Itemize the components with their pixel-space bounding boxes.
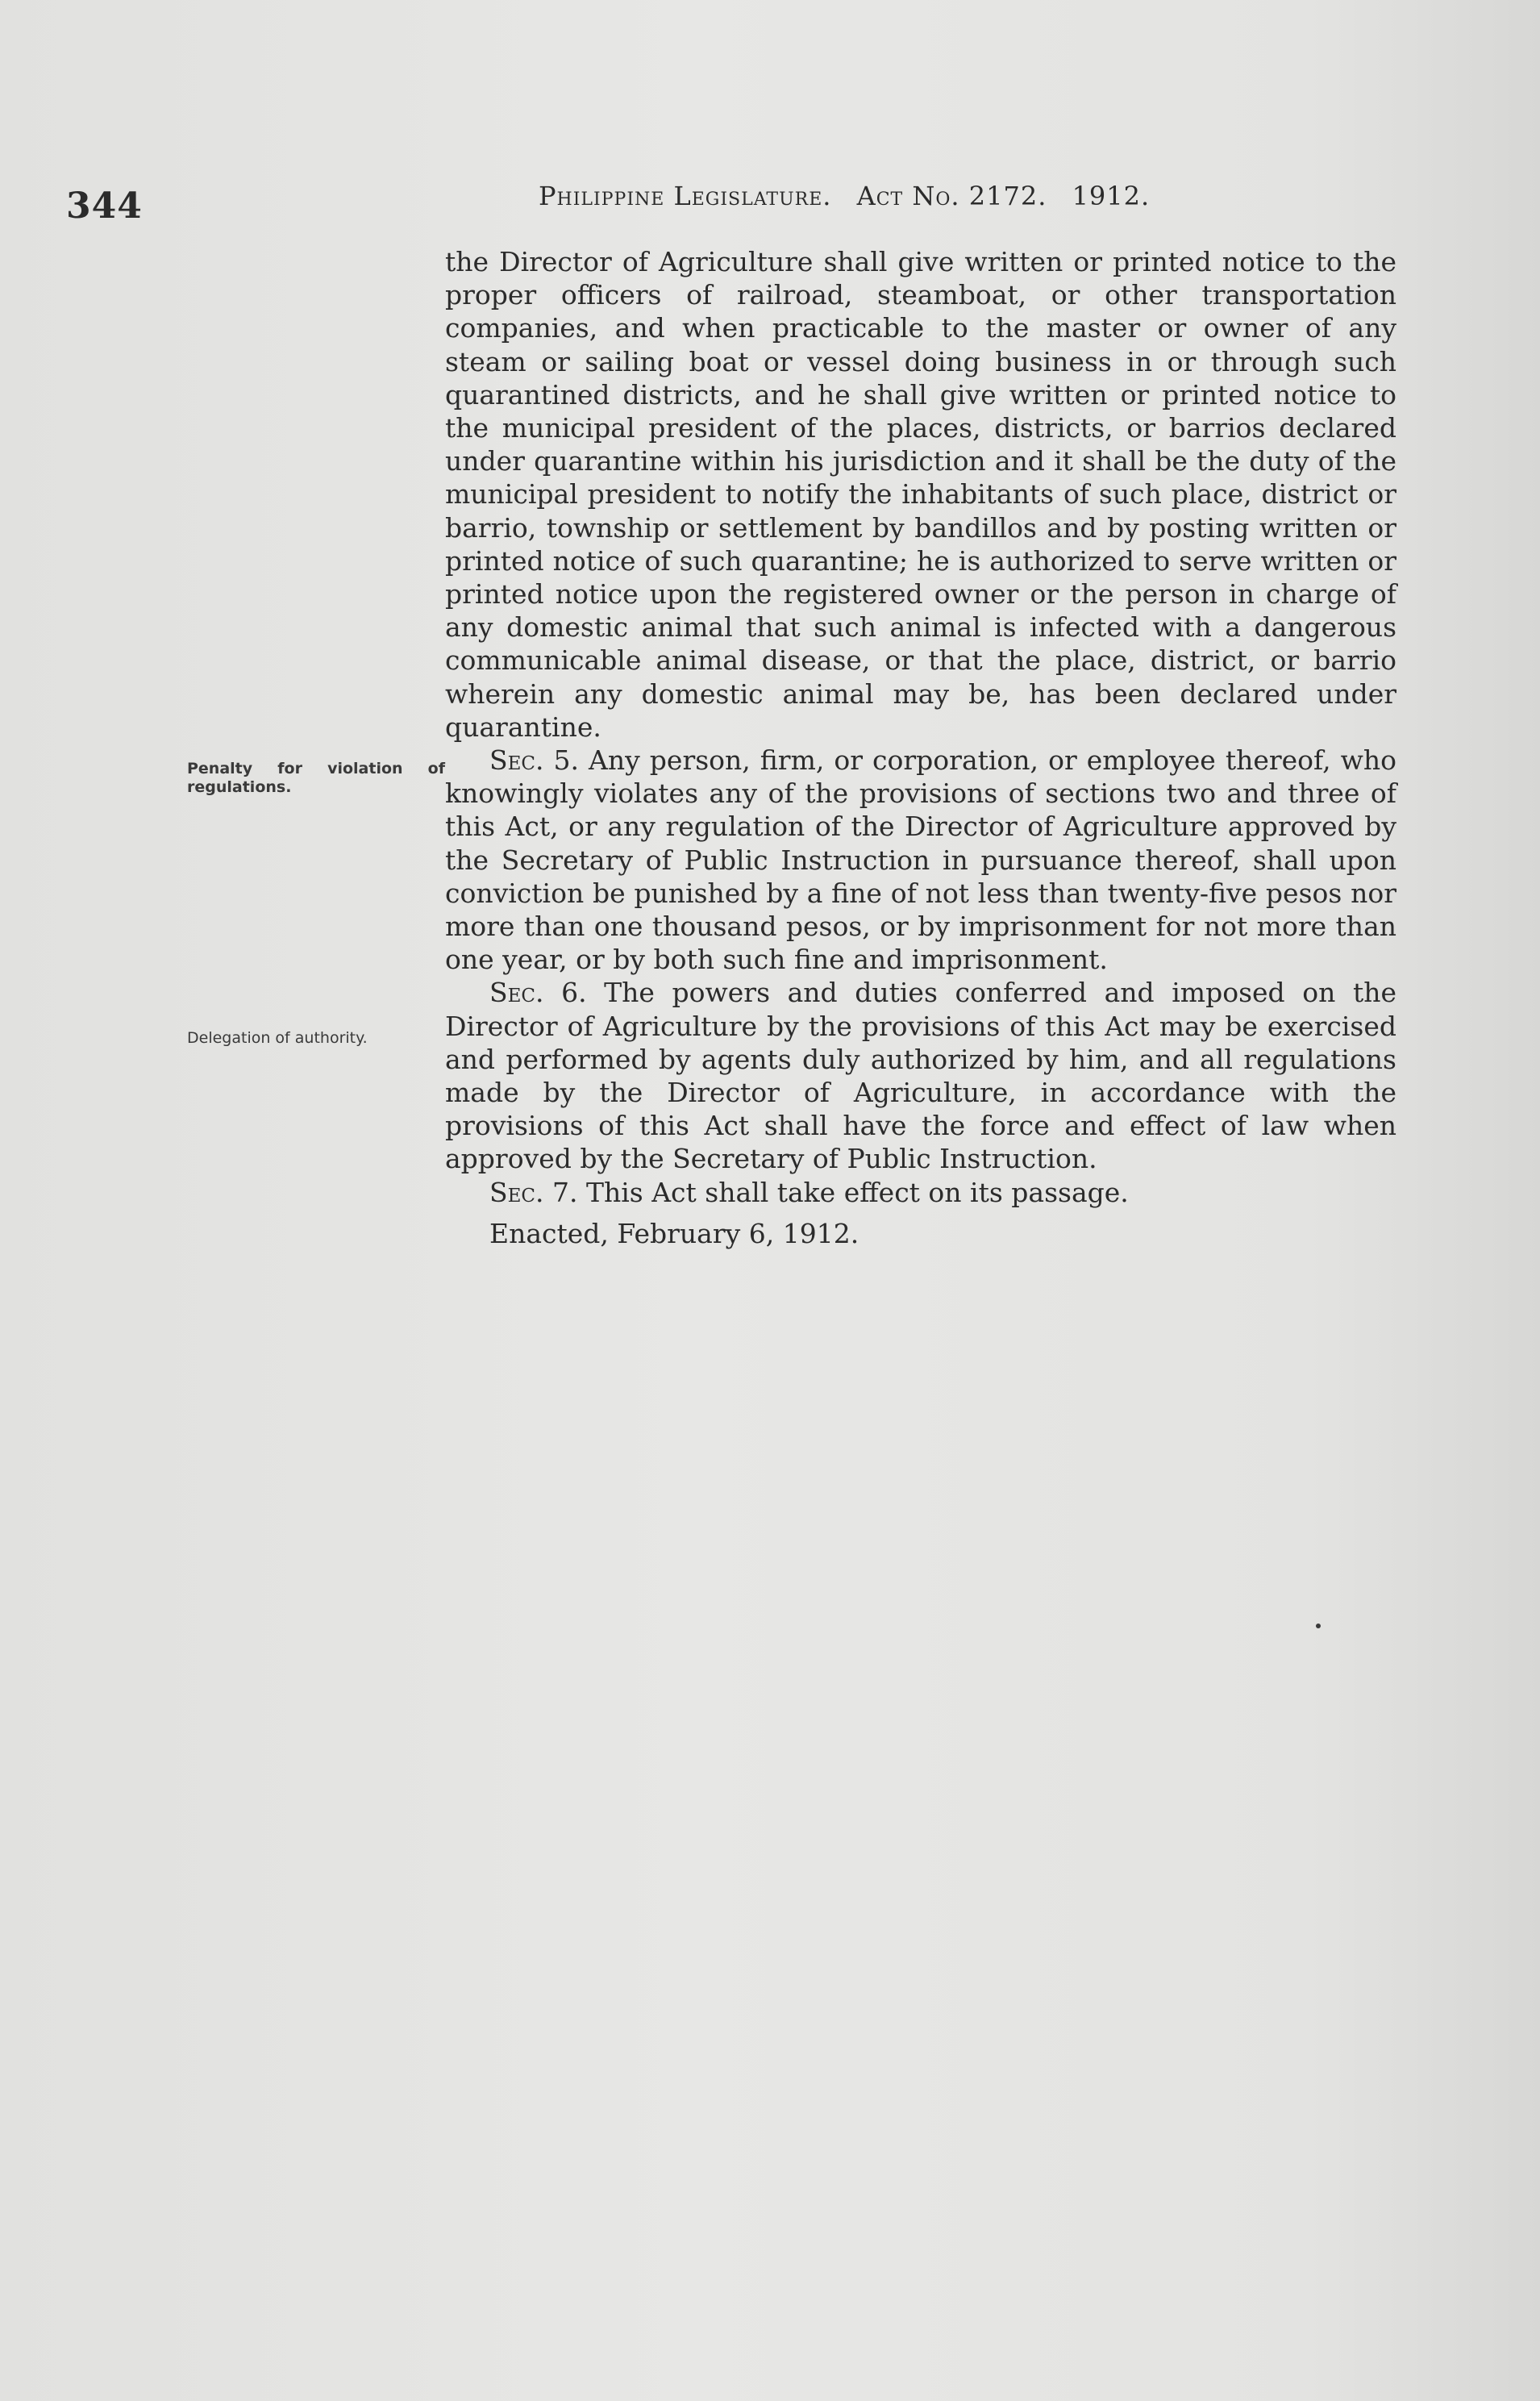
section-6-label: Sec. 6.: [489, 977, 587, 1009]
section-7: [445, 1176, 1396, 1209]
section-5-label: Sec. 5.: [489, 744, 579, 777]
paper-speck: [1316, 1624, 1321, 1628]
sidenote-penalty: Penalty for violation of regulations.: [187, 760, 445, 796]
running-head-act: Act No. 2172.: [856, 181, 1047, 211]
section-5-text: Any person, firm, or corporation, or employee thereof, who knowingly violates any of the provisions of sections two and three of this Act, or any regulation of the Director of Agriculture approved by the Secretary of Public Instruction in pursuance thereof, shall upon conviction be punished by a fine of not less than twenty-five pesos nor more than one thousand pesos, or by imprisonment for not more than one year, or by both such fine and imprisonment.: [445, 744, 1396, 976]
running-head: [539, 181, 1166, 211]
running-head-year: 1912.: [1072, 181, 1151, 211]
section-5: [445, 744, 1396, 976]
page-number: 344: [66, 185, 143, 227]
sidenote-delegation: Delegation of authority.: [187, 1029, 368, 1047]
section-6-text: The powers and duties conferred and imposed on the Director of Agriculture by the provisions of this Act may be exercised and performed by agents duly authorized by him, and all regulations made by the Director of Agriculture, in accordance with the provisions of this Act shall have the force and effect of law when approved by the Secretary of Public Instruction.: [445, 977, 1396, 1175]
enacted-date: Enacted, February 6, 1912.: [489, 1217, 859, 1249]
section-7-text: This Act shall take effect on its passage.: [585, 1176, 1129, 1208]
section-6: [445, 976, 1396, 1175]
running-head-legislature: Philippine Legislature.: [539, 181, 832, 211]
act-body: [445, 245, 1396, 1250]
section-7-label: Sec. 7.: [489, 1176, 578, 1208]
paragraph-continuation: the Director of Agriculture shall give written or printed notice to the proper officers of railroad, steamboat, or other transportation companies, and when practicable to the master or owner of any steam or sailing boat or vessel doing business in or through such quarantined districts, and he shall give written or printed notice to the municipal president of the places, districts, or barrios declared under quarantine within his jurisdiction and it shall be the duty of the municipal president to notify the inhabitants of such place, district or barrio, township or settlement by bandillos and by posting written or printed notice of such quarantine; he is authorized to serve written or printed notice upon the registered owner or the person in charge of any domestic animal that such animal is infected with a dangerous communicable animal disease, or that the place, district, or barrio wherein any domestic animal may be, has been declared under quarantine.: [445, 246, 1396, 743]
